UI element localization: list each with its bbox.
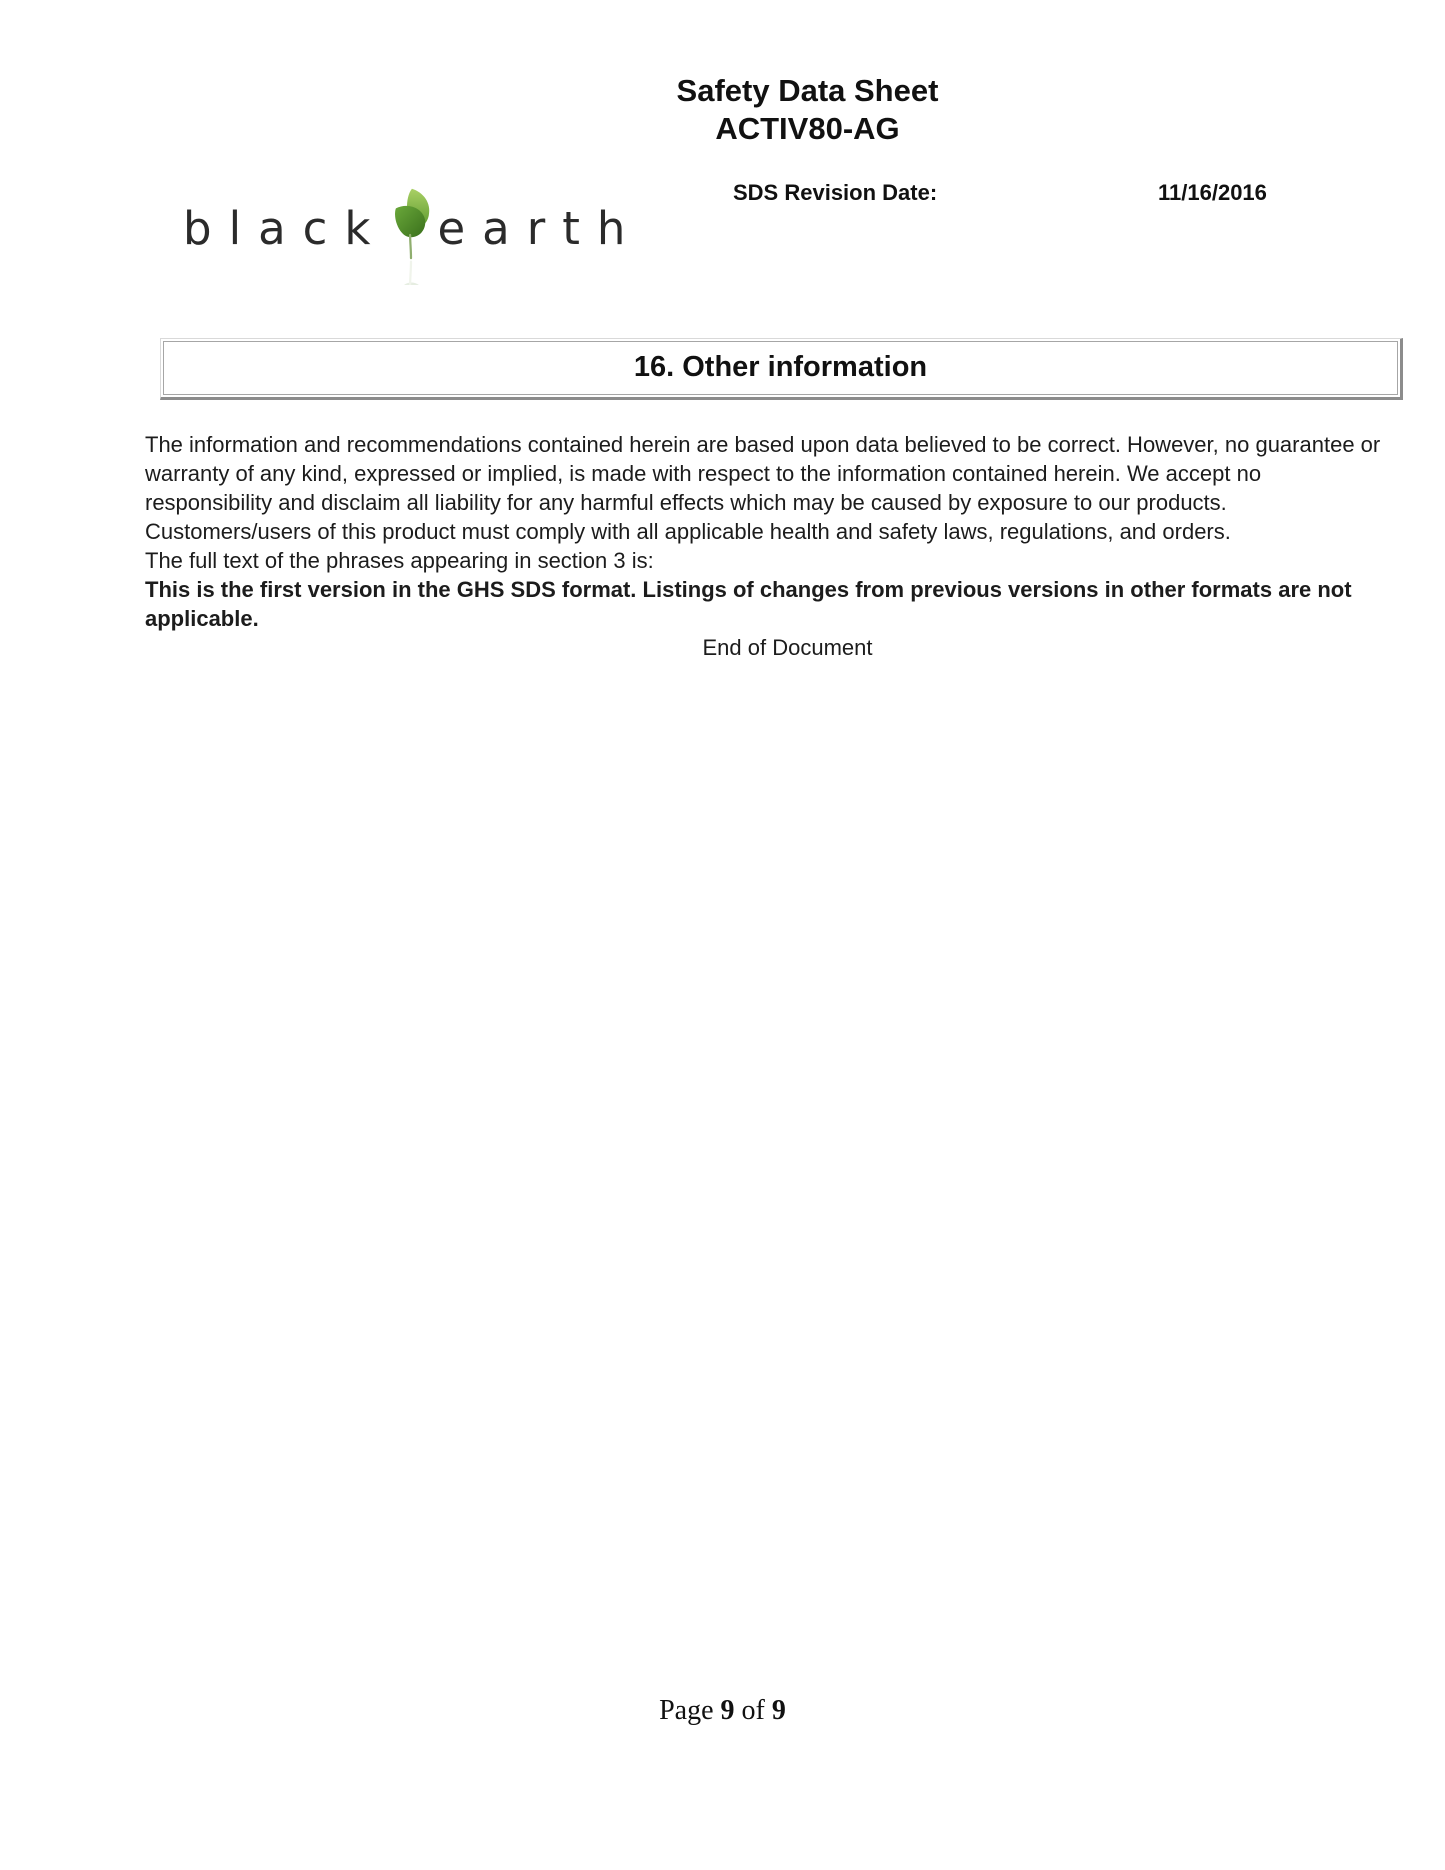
page-footer	[0, 1695, 1445, 1727]
disclaimer-paragraph: The information and recommendations contained herein are based upon data believed to be correct. However, no guarantee or warranty of any kind, expressed or implied, is made with respect to the information contained herein. We accept no responsibility and disclaim all liability for any harmful effects which may be caused by exposure to our products. Customers/users of this product must comply with all applicable health and safety laws, regulations, and orders.	[145, 432, 1381, 544]
footer-page-total: 9	[771, 1695, 786, 1726]
brand-logo	[183, 183, 642, 255]
sds-revision-label: SDS Revision Date:	[733, 180, 938, 205]
sds-revision-date: 11/16/2016	[1158, 180, 1267, 205]
leaf-icon	[387, 183, 437, 255]
footer-page-word: Page	[659, 1695, 714, 1726]
section-16-title: 16. Other information	[633, 351, 928, 383]
section-16-header	[160, 338, 1403, 400]
version-note: This is the first version in the GHS SDS format. Listings of changes from previous versions in other formats are not applicable.	[145, 577, 1352, 631]
section-16-content	[145, 430, 1390, 662]
phrases-note: The full text of the phrases appearing in section 3 is:	[145, 548, 654, 573]
logo-word-earth: earth	[437, 202, 643, 255]
end-of-document: End of Document	[702, 635, 873, 660]
doc-title: Safety Data Sheet	[676, 73, 939, 108]
footer-page-current: 9	[720, 1695, 735, 1726]
logo-word-black: black	[183, 202, 388, 255]
product-name: ACTIV80-AG	[715, 111, 900, 146]
footer-of-word: of	[741, 1695, 765, 1726]
